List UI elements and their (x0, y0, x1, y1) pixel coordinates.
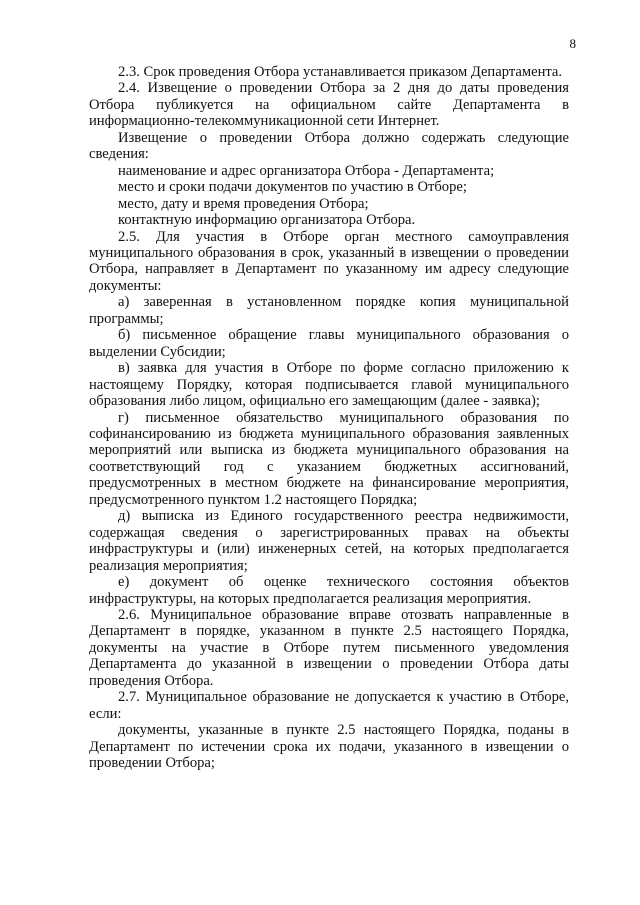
paragraph-2-7: 2.7. Муниципальное образование не допускается к участию в Отборе, если: (89, 689, 569, 722)
document-body (89, 64, 569, 771)
paragraph-2-3: 2.3. Срок проведения Отбора устанавливается приказом Департамента. (118, 64, 563, 80)
list-item-place-date: место, дату и время проведения Отбора; (118, 195, 369, 212)
list-item-late-documents: документы, указанные в пункте 2.5 настоящего Порядка, поданы в Департамент по истечении срока их подачи, указанного в извещении о проведении Отбора; (89, 722, 569, 772)
list-item-contacts: контактную информацию организатора Отбора. (118, 212, 416, 229)
paragraph-notice-intro: Извещение о проведении Отбора должно содержать следующие сведения: (89, 129, 569, 163)
list-item-e: е) документ об оценке технического состояния объектов инфраструктуры, на которых предполагается реализация мероприятия. (89, 574, 569, 607)
paragraph-2-4: 2.4. Извещение о проведении Отбора за 2 дня до даты проведения Отбора публикуется на официальном сайте Департамента в информационно-телекоммуникационной сети Интернет. (89, 80, 569, 130)
list-item-organizer: наименование и адрес организатора Отбора - Департамента; (118, 162, 495, 179)
paragraph-2-6: 2.6. Муниципальное образование вправе отозвать направленные в Департамент в порядке, указанном в пункте 2.5 настоящего Порядка, документы на участие в Отборе путем письменного уведомления Департамента до указанной в извещении о проведении Отбора даты проведения Отбора. (89, 606, 569, 689)
list-item-g: г) письменное обязательство муниципального образования по софинансированию из бюджета муниципального образования заявленных мероприятий или выписка из бюджета муниципального образования на соответствующий год с указанием бюджетных ассигнований, предусмотренных в местном бюджете на финансирование мероприятия, предусмотренного пунктом 1.2 настоящего Порядка; (89, 409, 569, 508)
list-item-b: б) письменное обращение главы муниципального образования о выделении Субсидии; (89, 327, 569, 360)
page-number: 8 (569, 36, 576, 51)
list-item-v: в) заявка для участия в Отборе по форме согласно приложению к настоящему Порядку, которая подписывается главой муниципального образования либо лицом, официально его замещающим (далее - заявка); (89, 360, 569, 410)
list-item-a: а) заверенная в установленном порядке копия муниципальной программы; (89, 294, 569, 327)
list-item-submission: место и сроки подачи документов по участию в Отборе; (118, 179, 467, 196)
list-item-d: д) выписка из Единого государственного реестра недвижимости, содержащая сведения о зарегистрированных правах на объекты инфраструктуры и (или) инженерных сетей, на которых предполагается реализация мероприятия; (89, 508, 569, 574)
paragraph-2-5: 2.5. Для участия в Отборе орган местного самоуправления муниципального образования в срок, указанный в извещении о проведении Отбора, направляет в Департамент по указанному им адресу следующие документы: (89, 228, 569, 294)
